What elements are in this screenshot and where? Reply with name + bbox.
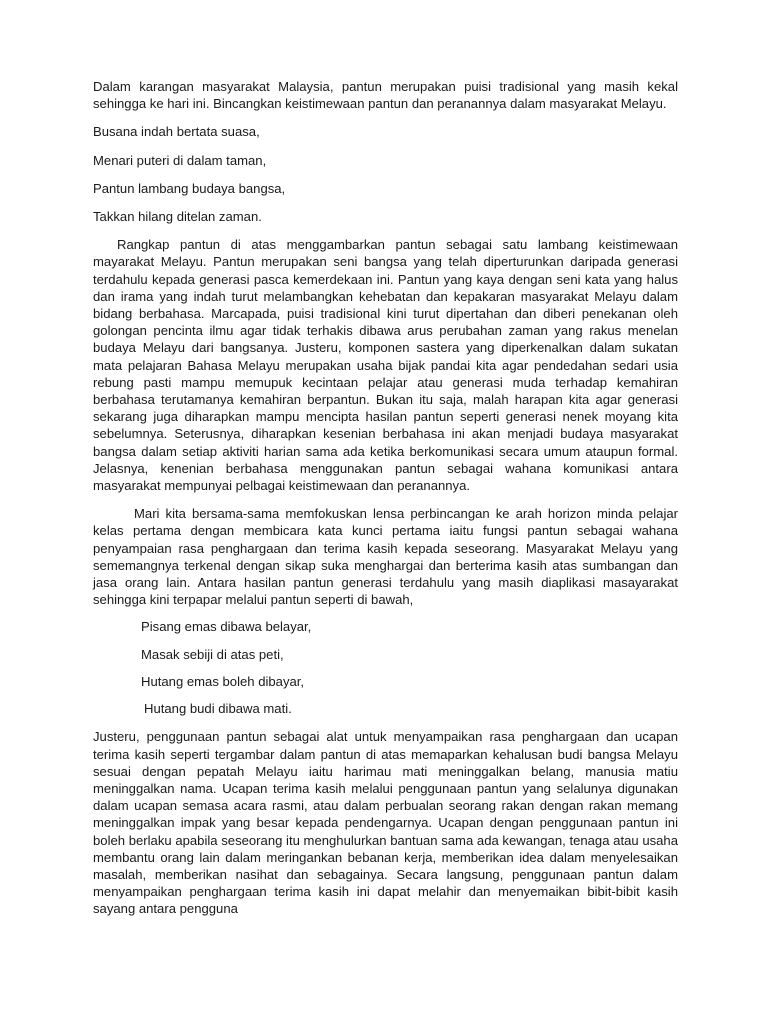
pantun-line: Hutang budi dibawa mati. xyxy=(144,701,292,717)
pantun-line: Busana indah bertata suasa, xyxy=(93,124,260,140)
pantun-line: Pantun lambang budaya bangsa, xyxy=(93,180,286,196)
paragraph-penghargaan: Justeru, penggunaan pantun sebagai alat untuk menyampaikan rasa penghargaan dan ucapan terima kasih seperti tergambar dalam pantun di atas memaparkan kehalusan budi bangsa Melayu sesuai dengan pepatah Melayu iaitu harimau mati meninggalkan belang, manusia matiu meninggalkan nama. Ucapan terima kasih melalui penggunaan pantun yang selalunya digunakan dalam ucapan semasa acara rasmi, atau dalam perbualan seorang rakan dengan rakan memang meninggalkan impak yang besar kepada pendengarnya. Ucapan dengan penggunaan pantun ini boleh berlaku apabila seseorang itu menghulurkan bantuan sama ada kewangan, tenaga atau usaha membantu orang lain dalam meringankan bebanan kerja, memberikan idea dalam menyelesaikan masalah, memberikan nasihat dan sebagainya. Secara langsung, penggunaan pantun dalam menyampaikan penghargaan terima kasih ini dapat melahir dan menyemaikan bibit-bibit kasih sayang antara pengguna xyxy=(93,729,678,917)
essay-question: Dalam karangan masyarakat Malaysia, pantun merupakan puisi tradisional yang masih kekal sehingga ke hari ini. Bincangkan keistimewaan pantun dan peranannya dalam masyarakat Melayu. xyxy=(93,79,678,112)
pantun-line: Menari puteri di dalam taman, xyxy=(93,152,267,168)
essay-body xyxy=(93,78,678,918)
pantun-line: Pisang emas dibawa belayar, xyxy=(141,619,312,635)
pantun-pisang-emas xyxy=(93,618,678,717)
paragraph-keistimewaan: Rangkap pantun di atas menggambarkan pantun sebagai satu lambang keistimewaan mayarakat Melayu. Pantun merupakan seni bangsa yang telah diperturunkan daripada generasi terdahulu kepada generasi pasca kemerdekaan ini. Pantun yang kaya dengan seni kata yang halus dan irama yang indah turut melambangkan kehebatan dan kepakaran masyarakat Melayu dalam bidang berbahasa. Marcapada, puisi tradisional kini turut dipertahan dan diberi penekanan oleh golongan pencinta ilmu agar tidak terhakis dibawa arus perubahan zaman yang rakus menelan budaya Melayu dari bangsanya. Justeru, komponen sastera yang diperkenalkan dalam sukatan mata pelajaran Bahasa Melayu merupakan usaha bijak pandai kita agar pendedahan sedari usia rebung pasti mampu memupuk kecintaan pelajar atau generasi muda terhadap kemahiran berbahasa terutamanya kemahiran berpantun. Bukan itu saja, malah harapan kita agar generasi sekarang juga diharapkan mampu mencipta hasilan pantun seperti generasi nenek moyang kita sebelumnya. Seterusnya, diharapkan kesenian berbahasa ini akan menjadi budaya masyarakat bangsa dalam setiap aktiviti harian sama ada ketika berkomunikasi secara umum ataupun formal. Jelasnya, kenenian berbahasa menggunakan pantun sebagai wahana komunikasi antara masyarakat mempunyai pelbagai keistimewaan dan peranannya. xyxy=(93,237,678,494)
pantun-line: Masak sebiji di atas peti, xyxy=(141,646,284,662)
pantun-line: Hutang emas boleh dibayar, xyxy=(141,673,305,689)
pantun-line: Takkan hilang ditelan zaman. xyxy=(93,209,262,225)
pantun-busana xyxy=(93,123,678,225)
paragraph-fungsi-pantun: Mari kita bersama-sama memfokuskan lensa perbincangan ke arah horizon minda pelajar kelas pertama dengan membicara kata kunci pertama iaitu fungsi pantun sebagai wahana penyampaian rasa penghargaan dan terima kasih kepada seseorang. Masyarakat Melayu yang sememangnya terkenal dengan sikap suka menghargai dan berterima kasih atas sumbangan dan jasa orang lain. Antara hasilan pantun generasi terdahulu yang masih diaplikasi masayarakat sehingga kini terpapar melalui pantun seperti di bawah, xyxy=(93,506,678,608)
